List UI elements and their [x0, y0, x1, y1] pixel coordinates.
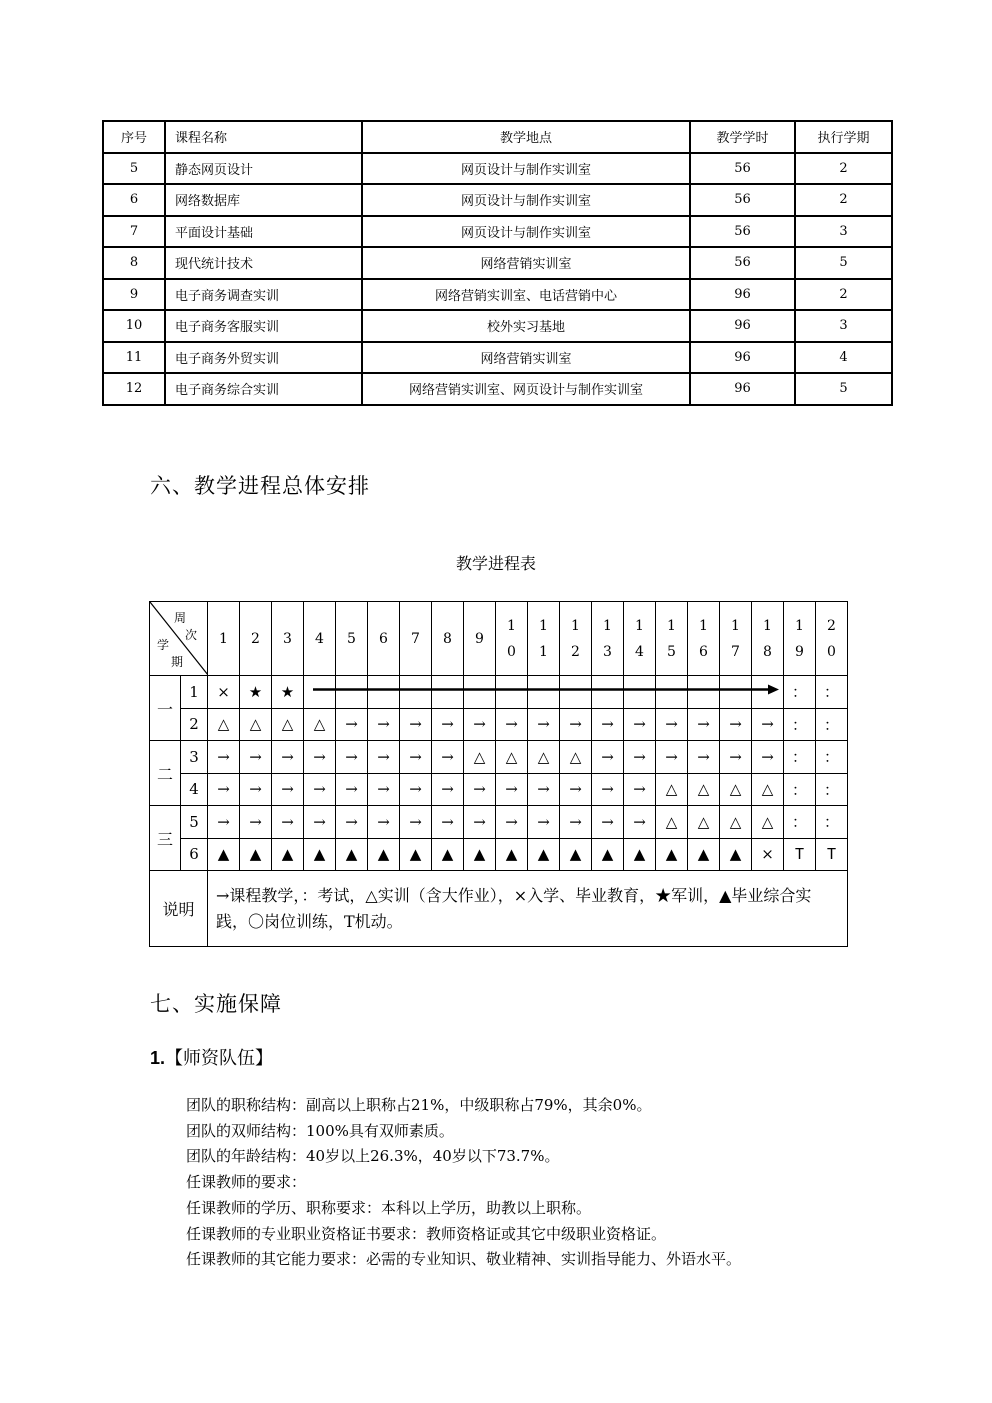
schedule-cell: △ — [208, 708, 240, 741]
week-header — [496, 602, 528, 676]
week-digit: 7 — [731, 643, 740, 660]
schedule-cell: ★ — [272, 676, 304, 709]
schedule-cell — [496, 676, 528, 709]
course-hours: 56 — [690, 216, 795, 248]
schedule-cell: → — [592, 773, 624, 806]
schedule-cell: ▲ — [208, 838, 240, 871]
course-table — [102, 120, 893, 406]
week-header — [560, 602, 592, 676]
term-label: 1 — [181, 676, 208, 709]
schedule-cell — [752, 676, 784, 709]
schedule-row — [150, 773, 848, 806]
week-digit: 2 — [571, 643, 580, 660]
schedule-cell — [336, 676, 368, 709]
schedule-cell: T — [784, 838, 816, 871]
header-name: 课程名称 — [165, 121, 362, 153]
course-term: 5 — [795, 247, 892, 279]
schedule-cell: ： — [816, 741, 848, 774]
schedule-cell: → — [656, 741, 688, 774]
schedule-cell: → — [528, 708, 560, 741]
week-header — [208, 602, 240, 676]
paragraph-line: 团队的年龄结构：40岁以上26.3%，40岁以下73.7%。 — [186, 1147, 560, 1166]
year-label: 二 — [150, 741, 181, 806]
week-digit: 3 — [283, 630, 292, 647]
week-digit: 1 — [603, 617, 612, 634]
year-label: 三 — [150, 806, 181, 871]
schedule-cell: ： — [816, 806, 848, 839]
schedule-cell: △ — [304, 708, 336, 741]
corner-term-2: 期 — [171, 655, 184, 669]
schedule-cell: → — [752, 708, 784, 741]
subsection-1-number: 1. — [150, 1048, 166, 1068]
paragraph-line: 任课教师的学历、职称要求：本科以上学历，助教以上职称。 — [186, 1198, 592, 1217]
schedule-cell: → — [624, 741, 656, 774]
schedule-cell: → — [592, 741, 624, 774]
schedule-cell: → — [400, 741, 432, 774]
course-term: 2 — [795, 184, 892, 216]
schedule-cell: ▲ — [560, 838, 592, 871]
schedule-cell: → — [560, 806, 592, 839]
schedule-table-wrapper — [149, 601, 848, 940]
paragraph-line: 任课教师的要求： — [186, 1173, 307, 1192]
schedule-note-row — [150, 871, 848, 947]
schedule-cell: → — [432, 708, 464, 741]
schedule-cell: ★ — [240, 676, 272, 709]
subsection-1-heading — [150, 1044, 273, 1070]
schedule-caption: 教学进程表 — [455, 554, 536, 573]
schedule-cell: △ — [240, 708, 272, 741]
course-location: 网页设计与制作实训室 — [362, 184, 690, 216]
course-row — [103, 373, 892, 405]
schedule-cell: → — [560, 773, 592, 806]
course-name: 电子商务外贸实训 — [165, 342, 362, 374]
course-row — [103, 216, 892, 248]
course-location: 网络营销实训室、网页设计与制作实训室 — [362, 373, 690, 405]
schedule-cell — [464, 676, 496, 709]
schedule-cell — [304, 676, 336, 709]
week-header — [464, 602, 496, 676]
schedule-cell: ： — [816, 676, 848, 709]
schedule-cell: ： — [784, 741, 816, 774]
course-hours: 96 — [690, 342, 795, 374]
schedule-cell: → — [368, 741, 400, 774]
schedule-cell: △ — [464, 741, 496, 774]
course-location: 网络营销实训室 — [362, 342, 690, 374]
schedule-cell: → — [272, 806, 304, 839]
week-header — [624, 602, 656, 676]
schedule-cell: → — [432, 806, 464, 839]
term-label: 6 — [181, 838, 208, 871]
year-label: 一 — [150, 676, 181, 741]
schedule-cell: △ — [752, 773, 784, 806]
schedule-cell: ▲ — [656, 838, 688, 871]
course-name: 电子商务调查实训 — [165, 279, 362, 311]
schedule-cell: ▲ — [464, 838, 496, 871]
week-digit: 1 — [571, 617, 580, 634]
week-digit: 1 — [539, 643, 548, 660]
schedule-cell: → — [720, 741, 752, 774]
schedule-cell: △ — [560, 741, 592, 774]
schedule-cell — [432, 676, 464, 709]
paragraph-line: 任课教师的专业职业资格证书要求：教师资格证或其它中级职业资格证。 — [186, 1224, 667, 1243]
course-hours: 96 — [690, 310, 795, 342]
course-hours: 56 — [690, 247, 795, 279]
schedule-cell: → — [688, 741, 720, 774]
course-no: 8 — [103, 247, 165, 279]
schedule-row — [150, 838, 848, 871]
course-name: 网络数据库 — [165, 184, 362, 216]
course-row — [103, 279, 892, 311]
course-no: 12 — [103, 373, 165, 405]
schedule-cell: → — [528, 806, 560, 839]
schedule-cell: ： — [784, 676, 816, 709]
schedule-cell: → — [336, 773, 368, 806]
schedule-cell — [688, 676, 720, 709]
schedule-cell: → — [272, 773, 304, 806]
schedule-cell: → — [624, 708, 656, 741]
course-name: 现代统计技术 — [165, 247, 362, 279]
schedule-cell: → — [336, 741, 368, 774]
schedule-cell: → — [240, 806, 272, 839]
schedule-cell: → — [208, 806, 240, 839]
course-no: 6 — [103, 184, 165, 216]
week-digit: 8 — [443, 630, 452, 647]
term-label: 3 — [181, 741, 208, 774]
week-digit: 1 — [667, 617, 676, 634]
week-digit: 1 — [795, 617, 804, 634]
course-no: 7 — [103, 216, 165, 248]
course-row — [103, 310, 892, 342]
week-digit: 6 — [699, 643, 708, 660]
paragraph-line: 团队的职称结构：副高以上职称占21%，中级职称占79%，其余0%。 — [186, 1096, 652, 1114]
week-digit: 4 — [635, 643, 644, 660]
course-name: 平面设计基础 — [165, 216, 362, 248]
schedule-cell: △ — [688, 806, 720, 839]
header-hours: 教学学时 — [690, 121, 795, 153]
schedule-row — [150, 806, 848, 839]
schedule-cell: → — [240, 773, 272, 806]
week-digit: 8 — [763, 643, 772, 660]
schedule-cell: ▲ — [720, 838, 752, 871]
schedule-cell: → — [528, 773, 560, 806]
schedule-cell: ： — [816, 773, 848, 806]
schedule-cell: △ — [528, 741, 560, 774]
schedule-cell: ▲ — [432, 838, 464, 871]
corner-week-2: 次 — [185, 628, 198, 642]
course-table-body — [103, 153, 892, 405]
week-digit: 6 — [379, 630, 388, 647]
schedule-cell: ： — [784, 806, 816, 839]
week-digit: 2 — [251, 630, 260, 647]
schedule-table — [149, 601, 848, 947]
week-digit: 1 — [699, 617, 708, 634]
schedule-cell: △ — [720, 806, 752, 839]
header-term: 执行学期 — [795, 121, 892, 153]
schedule-cell: → — [272, 741, 304, 774]
schedule-cell: × — [208, 676, 240, 709]
course-term: 3 — [795, 216, 892, 248]
schedule-cell — [720, 676, 752, 709]
schedule-cell: → — [592, 708, 624, 741]
schedule-cell: → — [496, 806, 528, 839]
schedule-cell: → — [464, 773, 496, 806]
course-location: 网页设计与制作实训室 — [362, 216, 690, 248]
week-digit: 4 — [315, 630, 324, 647]
schedule-cell: ▲ — [304, 838, 336, 871]
term-label: 2 — [181, 708, 208, 741]
week-digit: 2 — [827, 617, 836, 634]
schedule-cell — [624, 676, 656, 709]
schedule-cell: △ — [752, 806, 784, 839]
schedule-cell: △ — [496, 741, 528, 774]
schedule-cell: → — [400, 708, 432, 741]
week-header — [272, 602, 304, 676]
course-name: 电子商务综合实训 — [165, 373, 362, 405]
week-digit: 5 — [667, 643, 676, 660]
week-digit: 1 — [539, 617, 548, 634]
schedule-cell: → — [336, 806, 368, 839]
course-hours: 96 — [690, 279, 795, 311]
schedule-cell — [528, 676, 560, 709]
schedule-cell: ▲ — [688, 838, 720, 871]
week-header — [816, 602, 848, 676]
header-location: 教学地点 — [362, 121, 690, 153]
corner-week-1: 周 — [174, 611, 187, 625]
course-term: 4 — [795, 342, 892, 374]
schedule-cell — [400, 676, 432, 709]
schedule-cell: ▲ — [624, 838, 656, 871]
course-name: 静态网页设计 — [165, 153, 362, 185]
schedule-cell — [560, 676, 592, 709]
note-text: →课程教学，：考试，△实训（含大作业），×入学、毕业教育，★军训，▲毕业综合实践，〇岗位训练，T机动。 — [208, 871, 848, 947]
section-7-heading: 七、实施保障 — [150, 992, 282, 1016]
schedule-cell: → — [368, 773, 400, 806]
week-digit: 9 — [475, 630, 484, 647]
schedule-cell: △ — [688, 773, 720, 806]
schedule-row — [150, 676, 848, 709]
schedule-cell: △ — [656, 773, 688, 806]
schedule-cell: → — [304, 741, 336, 774]
week-digit: 1 — [635, 617, 644, 634]
schedule-cell: → — [400, 806, 432, 839]
course-table-header — [103, 121, 892, 153]
schedule-cell: → — [304, 806, 336, 839]
week-header — [752, 602, 784, 676]
course-term: 5 — [795, 373, 892, 405]
schedule-header-row — [150, 602, 848, 676]
note-label: 说明 — [150, 871, 208, 947]
course-hours: 56 — [690, 184, 795, 216]
course-hours: 96 — [690, 373, 795, 405]
schedule-cell: → — [208, 741, 240, 774]
week-header — [720, 602, 752, 676]
schedule-cell: ▲ — [240, 838, 272, 871]
week-digit: 3 — [603, 643, 612, 660]
schedule-cell — [656, 676, 688, 709]
schedule-cell: ▲ — [368, 838, 400, 871]
schedule-row — [150, 741, 848, 774]
subsection-1-title: 【师资队伍】 — [165, 1048, 274, 1069]
paragraph-line: 任课教师的其它能力要求：必需的专业知识、敬业精神、实训指导能力、外语水平。 — [186, 1250, 742, 1269]
schedule-cell: → — [400, 773, 432, 806]
schedule-cell — [368, 676, 400, 709]
corner-cell — [150, 602, 208, 676]
schedule-row — [150, 708, 848, 741]
week-digit: 0 — [507, 643, 516, 660]
schedule-cell: ▲ — [336, 838, 368, 871]
schedule-cell: → — [208, 773, 240, 806]
schedule-cell: ： — [784, 708, 816, 741]
schedule-cell — [592, 676, 624, 709]
course-location: 网络营销实训室、电话营销中心 — [362, 279, 690, 311]
schedule-cell: → — [464, 806, 496, 839]
schedule-cell: → — [336, 708, 368, 741]
course-no: 11 — [103, 342, 165, 374]
schedule-cell: → — [368, 708, 400, 741]
header-no: 序号 — [103, 121, 165, 153]
week-header — [528, 602, 560, 676]
course-row — [103, 342, 892, 374]
week-digit: 7 — [411, 630, 420, 647]
schedule-cell: → — [432, 741, 464, 774]
schedule-cell: → — [688, 708, 720, 741]
week-digit: 1 — [763, 617, 772, 634]
week-header — [656, 602, 688, 676]
schedule-cell: ▲ — [496, 838, 528, 871]
week-header — [368, 602, 400, 676]
week-header — [336, 602, 368, 676]
course-term: 3 — [795, 310, 892, 342]
schedule-cell: △ — [656, 806, 688, 839]
week-header — [304, 602, 336, 676]
schedule-cell: T — [816, 838, 848, 871]
schedule-cell: ▲ — [528, 838, 560, 871]
course-location: 网络营销实训室 — [362, 247, 690, 279]
schedule-cell: △ — [720, 773, 752, 806]
week-digit: 9 — [795, 643, 804, 660]
week-header — [592, 602, 624, 676]
schedule-cell: → — [656, 708, 688, 741]
schedule-cell: ： — [816, 708, 848, 741]
course-hours: 56 — [690, 153, 795, 185]
week-digit: 1 — [731, 617, 740, 634]
schedule-cell: → — [464, 708, 496, 741]
schedule-cell: ▲ — [272, 838, 304, 871]
course-name: 电子商务客服实训 — [165, 310, 362, 342]
week-digit: 1 — [219, 630, 228, 647]
course-row — [103, 153, 892, 185]
course-no: 10 — [103, 310, 165, 342]
course-row — [103, 184, 892, 216]
schedule-cell: → — [592, 806, 624, 839]
schedule-cell: ▲ — [592, 838, 624, 871]
schedule-cell: → — [624, 773, 656, 806]
schedule-cell: → — [560, 708, 592, 741]
term-label: 4 — [181, 773, 208, 806]
week-header — [240, 602, 272, 676]
paragraph-line: 团队的双师结构：100%具有双师素质。 — [186, 1121, 454, 1140]
schedule-cell: → — [240, 741, 272, 774]
schedule-cell: × — [752, 838, 784, 871]
schedule-cell: ： — [784, 773, 816, 806]
week-digit: 0 — [827, 643, 836, 660]
corner-term-1: 学 — [157, 638, 170, 652]
course-term: 2 — [795, 153, 892, 185]
term-label: 5 — [181, 806, 208, 839]
course-row — [103, 247, 892, 279]
week-header — [688, 602, 720, 676]
schedule-cell: → — [304, 773, 336, 806]
week-header — [432, 602, 464, 676]
week-header — [400, 602, 432, 676]
schedule-cell: → — [496, 773, 528, 806]
course-no: 9 — [103, 279, 165, 311]
course-location: 网页设计与制作实训室 — [362, 153, 690, 185]
week-digit: 1 — [507, 617, 516, 634]
schedule-cell: → — [752, 741, 784, 774]
schedule-cell: → — [496, 708, 528, 741]
week-header — [784, 602, 816, 676]
section-6-heading: 六、教学进程总体安排 — [150, 474, 370, 498]
schedule-cell: → — [368, 806, 400, 839]
schedule-cell: → — [624, 806, 656, 839]
course-term: 2 — [795, 279, 892, 311]
course-location: 校外实习基地 — [362, 310, 690, 342]
course-no: 5 — [103, 153, 165, 185]
schedule-cell: ▲ — [400, 838, 432, 871]
schedule-cell: → — [432, 773, 464, 806]
week-digit: 5 — [347, 630, 356, 647]
schedule-cell: → — [720, 708, 752, 741]
schedule-cell: △ — [272, 708, 304, 741]
